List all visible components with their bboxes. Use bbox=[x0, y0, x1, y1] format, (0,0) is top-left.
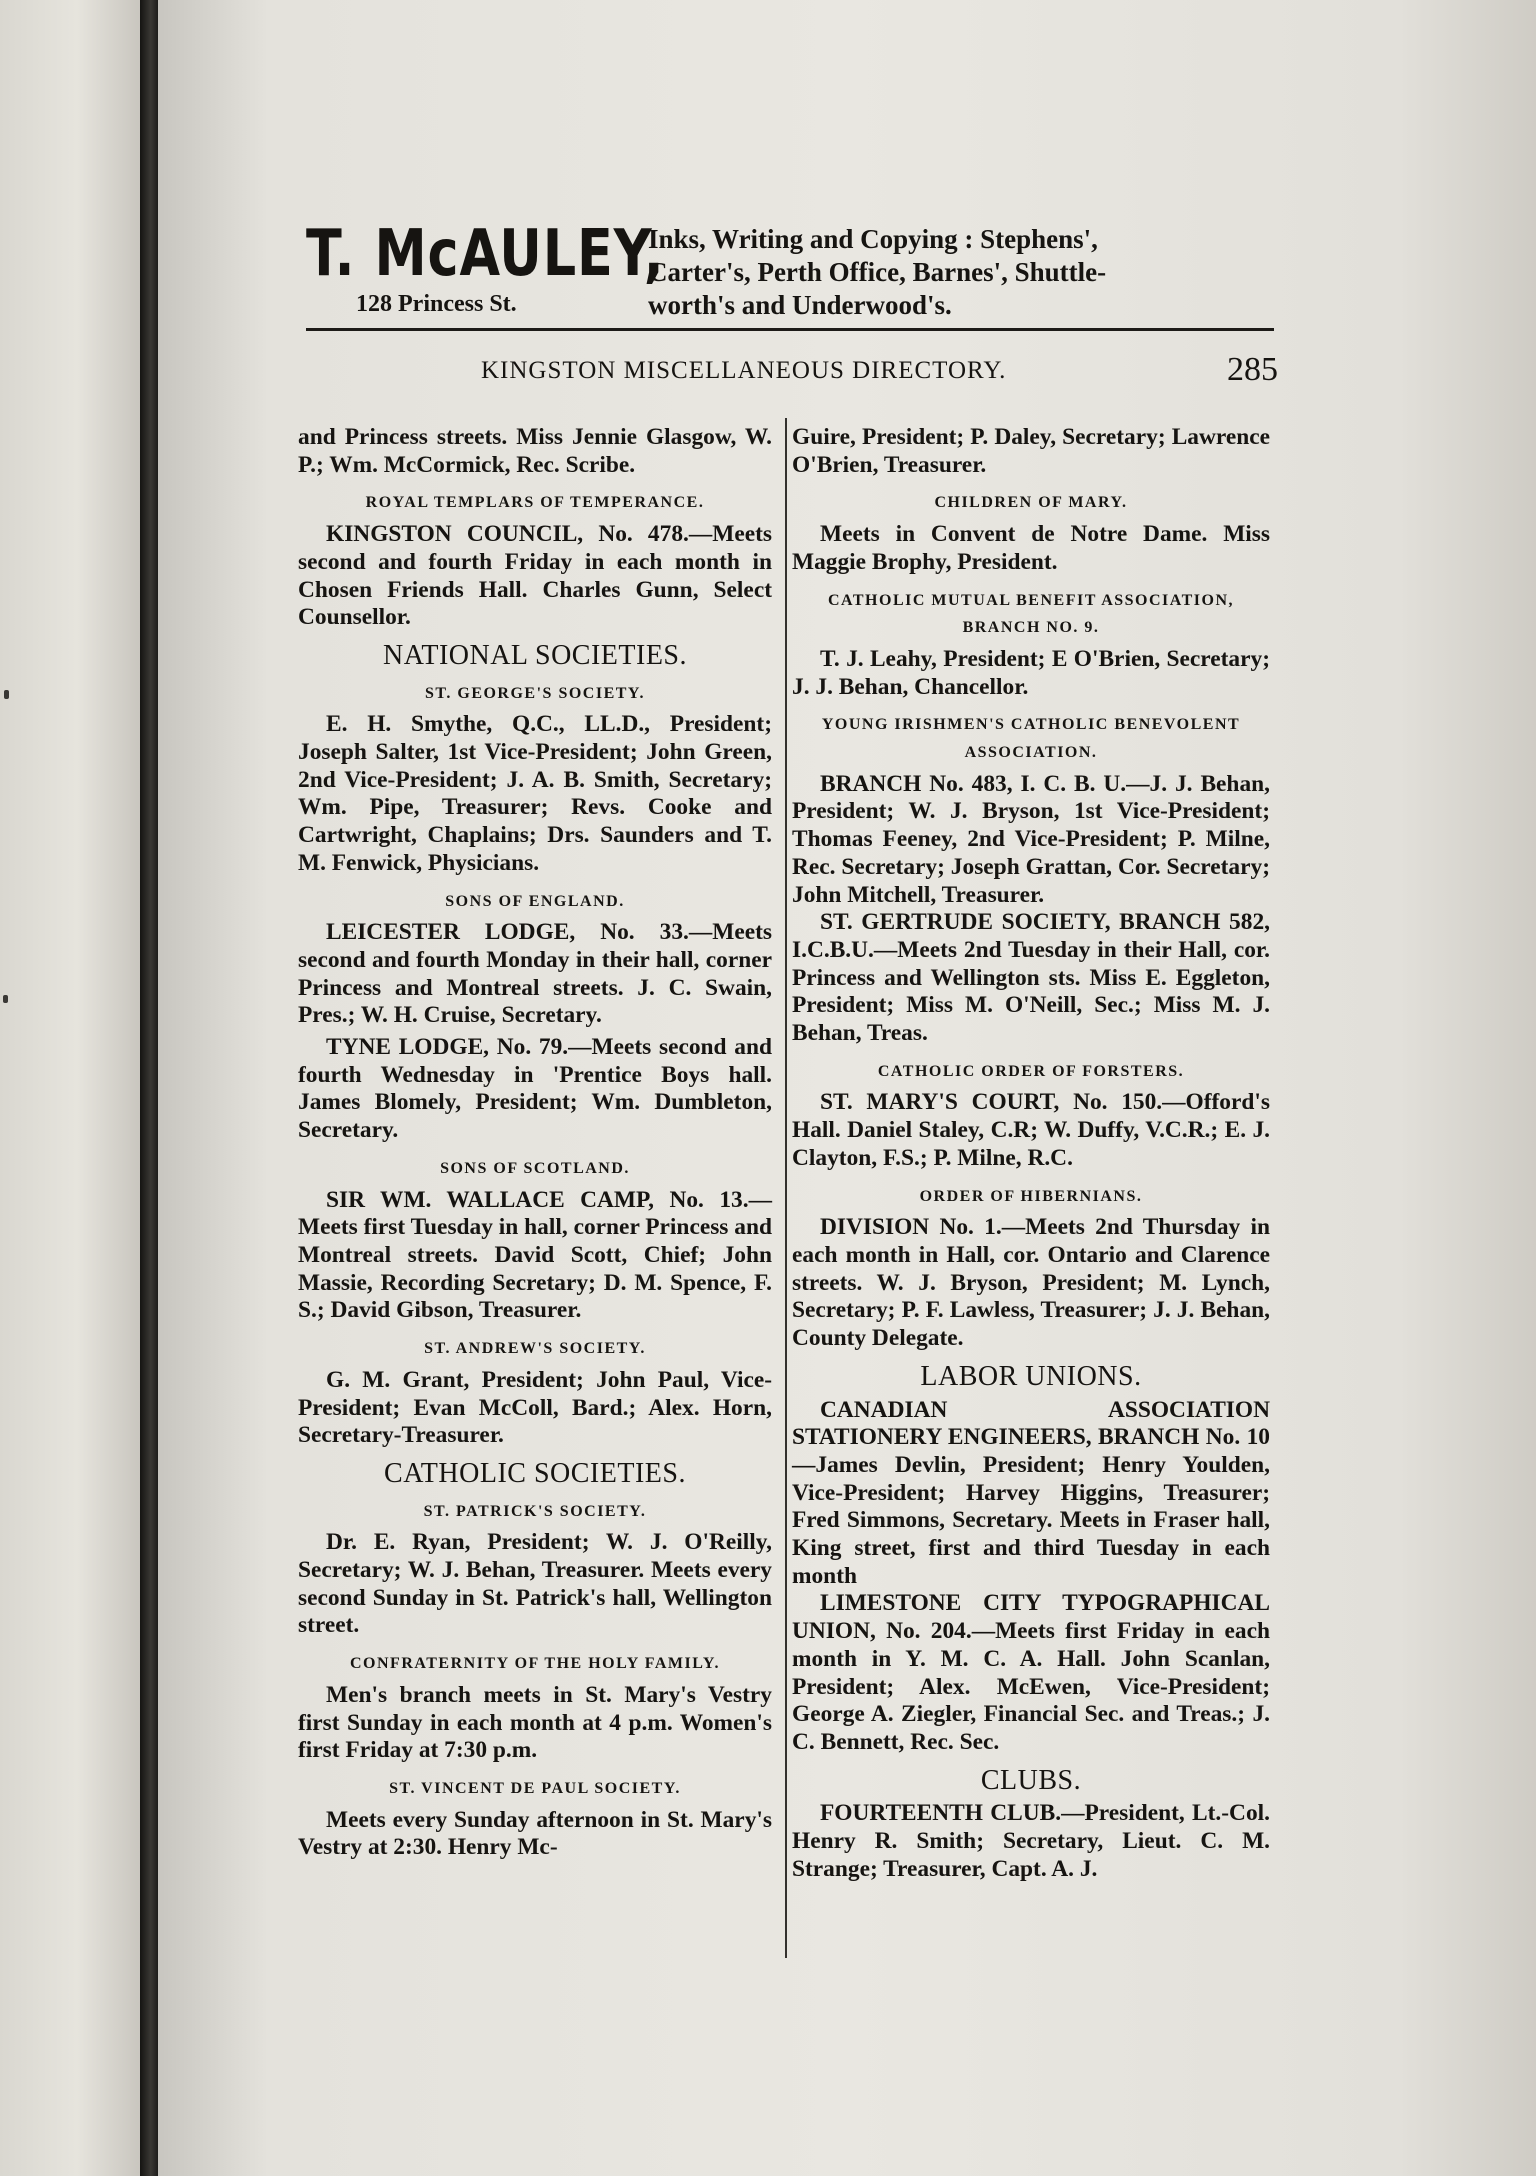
entry-text: FOURTEENTH CLUB.—President, Lt.-Col. Henry R. Smith; Secretary, Lieut. C. M. Strange; Treasurer, Capt. A. J. bbox=[792, 1800, 1270, 1882]
section-title: CATHOLIC SOCIETIES. bbox=[384, 1457, 686, 1489]
ad-line: Carter's, Perth Office, Barnes', Shuttle- bbox=[648, 257, 1107, 287]
running-header bbox=[306, 351, 1278, 397]
running-head-title: KINGSTON MISCELLANEOUS DIRECTORY. bbox=[481, 357, 1007, 384]
section-title: CLUBS. bbox=[980, 1764, 1082, 1796]
edge-mark bbox=[3, 995, 8, 1003]
book-gutter bbox=[140, 0, 158, 2176]
section-heading: YOUNG IRISHMEN'S CATHOLIC BENEVOLENT ASSOCIATION. bbox=[821, 716, 1241, 762]
entry-text: E. H. Smythe, Q.C., LL.D., President; Joseph Salter, 1st Vice-President; John Green, 2nd Vice-President; J. A. B. Smith, Secretary; Wm. Pipe, Treasurer; Revs. Cooke and Cartwright, Chaplains; Drs. Saunders and T. M. Fenwick, Physicians. bbox=[298, 711, 772, 876]
entry-text: Meets in Convent de Notre Dame. Miss Maggie Brophy, President. bbox=[792, 521, 1270, 575]
advertisement-banner bbox=[306, 205, 1286, 327]
section-heading: SONS OF SCOTLAND. bbox=[440, 1159, 630, 1177]
section-heading: ROYAL TEMPLARS OF TEMPERANCE. bbox=[365, 494, 705, 512]
entry-text: Meets every Sunday afternoon in St. Mary's Vestry at 2:30. Henry Mc- bbox=[298, 1806, 772, 1861]
section-heading: SONS OF ENGLAND. bbox=[445, 892, 625, 910]
section-heading: ST. ANDREW'S SOCIETY. bbox=[424, 1340, 646, 1358]
ad-line: Inks, Writing and Copying : Stephens', bbox=[648, 224, 1098, 254]
column-divider bbox=[785, 418, 787, 1958]
entry-text: Men's branch meets in St. Mary's Vestry first Sunday in each month at 4 p.m. Women's first Friday at 7:30 p.m. bbox=[298, 1681, 772, 1764]
section-heading: CONFRATERNITY OF THE HOLY FAMILY. bbox=[350, 1655, 720, 1673]
entry-text: and Princess streets. Miss Jennie Glasgow, W. P.; Wm. McCormick, Rec. Scribe. bbox=[298, 424, 772, 478]
entry-text: Guire, President; P. Daley, Secretary; Lawrence O'Brien, Treasurer. bbox=[792, 424, 1270, 478]
entry-text: T. J. Leahy, President; E O'Brien, Secretary; J. J. Behan, Chancellor. bbox=[792, 645, 1270, 700]
entry-text: G. M. Grant, President; John Paul, Vice-President; Evan McColl, Bard.; Alex. Horn, Secretary-Treasurer. bbox=[298, 1366, 772, 1449]
section-heading: ST. VINCENT DE PAUL SOCIETY. bbox=[389, 1779, 681, 1797]
left-column bbox=[298, 424, 772, 1862]
entry-text: LEICESTER LODGE, No. 33.—Meets second and fourth Monday in their hall, corner Princess and Montreal streets. J. C. Swain, Pres.; W. H. Cruise, Secretary. bbox=[298, 919, 772, 1029]
ad-line: worth's and Underwood's. bbox=[648, 290, 952, 320]
edge-mark bbox=[4, 690, 9, 699]
section-title: NATIONAL SOCIETIES. bbox=[383, 639, 687, 671]
section-heading: CATHOLIC MUTUAL BENEFIT ASSOCIATION, BRANCH NO. 9. bbox=[827, 591, 1235, 637]
entry-text: DIVISION No. 1.—Meets 2nd Thursday in each month in Hall, cor. Ontario and Clarence streets. W. J. Bryson, President; M. Lynch, Secretary; P. F. Lawless, Treasurer; J. J. Behan, County Delegate. bbox=[792, 1214, 1270, 1352]
header-rule bbox=[306, 328, 1274, 331]
entry-text: TYNE LODGE, No. 79.—Meets second and fourth Wednesday in 'Prentice Boys hall. James Blomely, President; Wm. Dumbleton, Secretary. bbox=[298, 1034, 772, 1144]
entry-text: CANADIAN ASSOCIATION STATIONERY ENGINEERS, BRANCH No. 10—James Devlin, President; Henry Youlden, Vice-President; Harvey Higgins, Treasurer; Fred Simmons, Secretary. Meets in Fraser hall, King street, first and third Tuesday in each month bbox=[792, 1396, 1270, 1589]
facing-page-edge bbox=[0, 0, 140, 2176]
entry-text: LIMESTONE CITY TYPOGRAPHICAL UNION, No. 204.—Meets first Friday in each month in Y. M. C. A. Hall. John Scanlan, President; Alex. McEwen, Vice-President; George A. Ziegler, Financial Sec. and Treas.; J. C. Bennett, Rec. Sec. bbox=[792, 1590, 1270, 1755]
section-heading: CHILDREN OF MARY. bbox=[934, 494, 1128, 512]
page-number: 285 bbox=[1227, 351, 1278, 388]
entry-text: ST. MARY'S COURT, No. 150.—Offord's Hall. Daniel Staley, C.R; W. Duffy, V.C.R.; E. J. Clayton, F.S.; P. Milne, R.C. bbox=[792, 1089, 1270, 1171]
advertiser-address: 128 Princess St. bbox=[356, 291, 517, 317]
entry-text: SIR WM. WALLACE CAMP, No. 13.—Meets first Tuesday in hall, corner Princess and Montreal streets. David Scott, Chief; John Massie, Recording Secretary; D. M. Spence, F. S.; David Gibson, Treasurer. bbox=[298, 1186, 772, 1324]
entry-text: Dr. E. Ryan, President; W. J. O'Reilly, Secretary; W. J. Behan, Treasurer. Meets every second Sunday in St. Patrick's hall, Wellington street. bbox=[298, 1529, 772, 1639]
advertiser-name: T. McAULEY, bbox=[306, 217, 665, 291]
section-title: LABOR UNIONS. bbox=[920, 1360, 1142, 1392]
section-heading: CATHOLIC ORDER OF FORSTERS. bbox=[877, 1062, 1185, 1080]
entry-text: ST. GERTRUDE SOCIETY, BRANCH 582, I.C.B.U.—Meets 2nd Tuesday in their Hall, cor. Princess and Wellington sts. Miss E. Eggleton, President; Miss M. O'Neill, Sec.; Miss M. J. Behan, Treas. bbox=[792, 909, 1270, 1047]
right-column bbox=[792, 424, 1270, 1883]
section-heading: ST. PATRICK'S SOCIETY. bbox=[423, 1502, 647, 1520]
section-heading: ORDER OF HIBERNIANS. bbox=[919, 1187, 1143, 1205]
entry-text: BRANCH No. 483, I. C. B. U.—J. J. Behan, President; W. J. Bryson, 1st Vice-President; Thomas Feeney, 2nd Vice-President; P. Milne, Rec. Secretary; Joseph Grattan, Cor. Secretary; John Mitchell, Treasurer. bbox=[792, 770, 1270, 908]
section-heading: ST. GEORGE'S SOCIETY. bbox=[424, 684, 645, 702]
advertisement-text bbox=[648, 223, 1288, 322]
entry-text: KINGSTON COUNCIL, No. 478.—Meets second and fourth Friday in each month in Chosen Friends Hall. Charles Gunn, Select Counsellor. bbox=[298, 521, 772, 631]
